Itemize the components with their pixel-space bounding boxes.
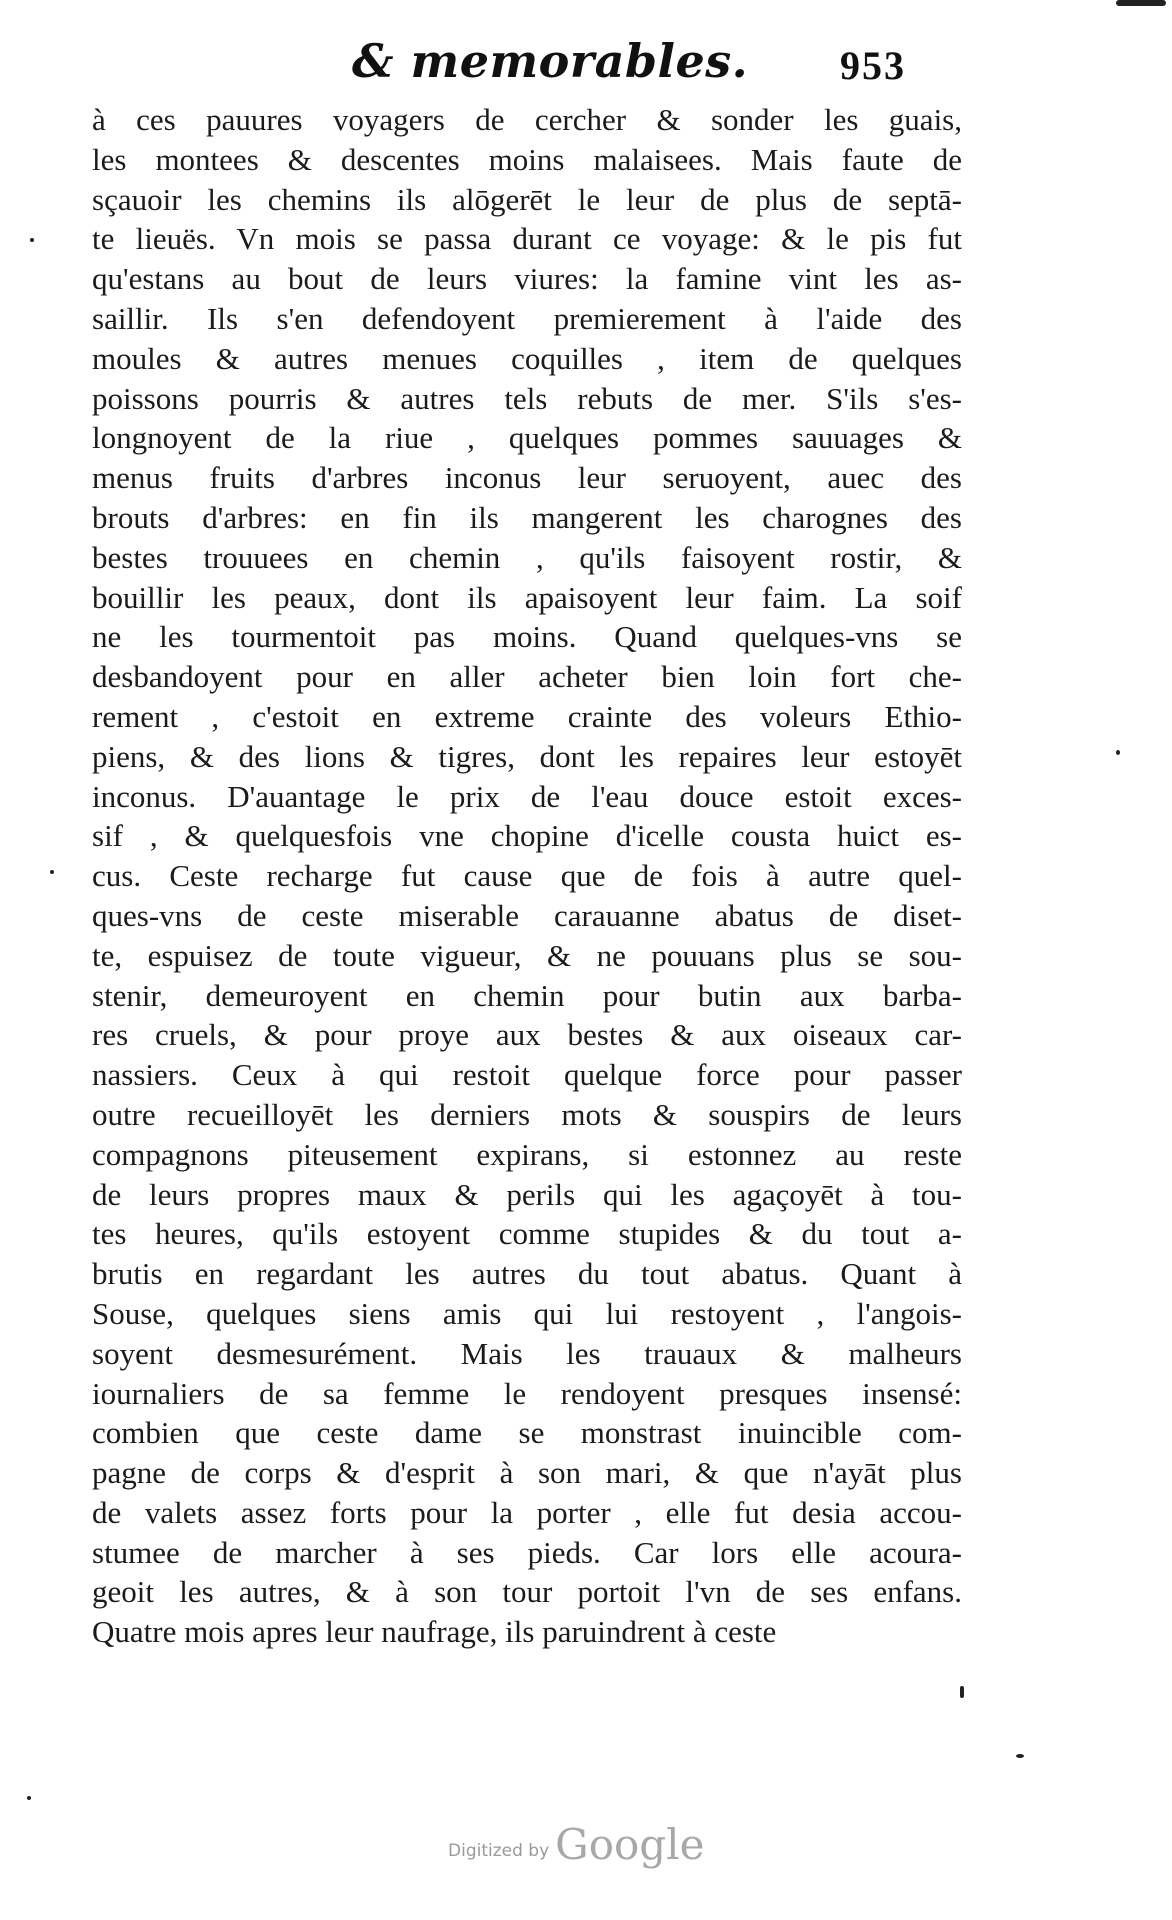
text-line: à ces pauures voyagers de cercher & sonder les guais, (92, 102, 962, 137)
text-line: inconus. D'auantage le prix de l'eau douce estoit exces- (92, 778, 962, 814)
text-line: sçauoir les chemins ils alōgerēt le leur de plus de septā- (92, 181, 962, 217)
google-wordmark: Google (555, 1820, 705, 1869)
digitized-watermark (448, 1820, 704, 1880)
text-line: res cruels, & pour proye aux bestes & aux oiseaux car- (92, 1017, 962, 1053)
text-line: cus. Ceste recharge fut cause que de fois à autre quel- (92, 858, 962, 894)
text-line: outre recueilloyēt les derniers mots & souspirs de leurs (92, 1096, 962, 1132)
text-line: de valets assez forts pour la porter , elle fut desia accou- (92, 1494, 962, 1530)
text-line: moules & autres menues coquilles , item de quelques (92, 340, 962, 376)
scan-speck (1016, 1754, 1024, 1758)
text-line: compagnons piteusement expirans, si estonnez au reste (92, 1136, 962, 1172)
text-line: poissons pourris & autres tels rebuts de mer. S'ils s'es- (92, 380, 962, 416)
text-line: soyent desmesurément. Mais les trauaux & malheurs (92, 1335, 962, 1371)
text-line: tes heures, qu'ils estoyent comme stupides & du tout a- (92, 1216, 962, 1252)
text-line: ques-vns de ceste miserable carauanne abatus de diset- (92, 897, 962, 933)
running-head (0, 28, 1172, 98)
scan-speck (1116, 0, 1166, 6)
text-line: piens, & des lions & tigres, dont les repaires leur estoyēt (92, 738, 962, 774)
text-line: les montees & descentes moins malaisees. Mais faute de (92, 141, 962, 177)
text-line: menus fruits d'arbres inconus leur seruoyent, auec des (92, 460, 962, 496)
scan-speck (30, 238, 34, 242)
scan-speck (960, 1686, 964, 1698)
digitized-label: Digitized by (448, 1841, 550, 1861)
text-line: combien que ceste dame se monstrast inuincible com- (92, 1415, 962, 1451)
text-line: Souse, quelques siens amis qui lui restoyent , l'angois- (92, 1295, 962, 1331)
text-line: brutis en regardant les autres du tout abatus. Quant à (92, 1256, 962, 1292)
scan-speck (27, 1796, 31, 1800)
text-line: bouillir les peaux, dont ils apaisoyent leur faim. La soif (92, 579, 962, 615)
running-title: & memorables. (352, 34, 749, 88)
text-line: te, espuisez de toute vigueur, & ne pouuans plus se sou- (92, 937, 962, 973)
text-line: iournaliers de sa femme le rendoyent presques insensé: (92, 1375, 962, 1411)
text-line: Quatre mois apres leur naufrage, ils paruindrent à ceste (92, 1614, 777, 1650)
scan-speck (1116, 750, 1120, 755)
text-line: te lieuës. Vn mois se passa durant ce voyage: & le pis fut (92, 221, 962, 257)
text-line: geoit les autres, & à son tour portoit l'vn de ses enfans. (92, 1574, 962, 1610)
text-line: de leurs propres maux & perils qui les agaçoyēt à tou- (92, 1176, 962, 1212)
text-line: qu'estans au bout de leurs viures: la famine vint les as- (92, 261, 962, 297)
body-text (92, 100, 962, 1652)
text-line: sif , & quelquesfois vne chopine d'icelle cousta huict es- (92, 818, 962, 854)
text-line: longnoyent de la riue , quelques pommes sauuages & (92, 420, 962, 456)
page-number: 953 (840, 43, 906, 88)
scan-speck (50, 870, 54, 874)
text-line: pagne de corps & d'esprit à son mari, & que n'ayāt plus (92, 1455, 962, 1491)
text-line: stumee de marcher à ses pieds. Car lors elle acoura- (92, 1534, 962, 1570)
text-line: brouts d'arbres: en fin ils mangerent les charognes des (92, 499, 962, 535)
text-line: desbandoyent pour en aller acheter bien loin fort che- (92, 659, 962, 695)
text-line: stenir, demeuroyent en chemin pour butin aux barba- (92, 977, 962, 1013)
text-line: nassiers. Ceux à qui restoit quelque force pour passer (92, 1057, 962, 1093)
text-line: saillir. Ils s'en defendoyent premierement à l'aide des (92, 300, 962, 336)
text-line: rement , c'estoit en extreme crainte des voleurs Ethio- (92, 698, 962, 734)
text-line: bestes trouuees en chemin , qu'ils faisoyent rostir, & (92, 539, 962, 575)
text-line: ne les tourmentoit pas moins. Quand quelques-vns se (92, 619, 962, 655)
